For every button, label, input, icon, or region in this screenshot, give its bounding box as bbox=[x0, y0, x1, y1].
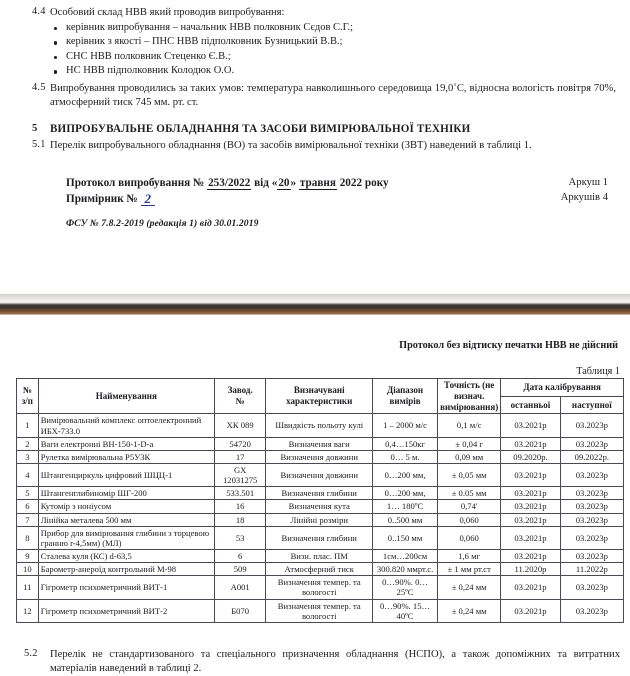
cell-accuracy: 0,09 мм bbox=[438, 450, 501, 463]
cell-calib-last: 03.2021р bbox=[501, 526, 560, 549]
th-char-l1: Визначувані bbox=[293, 385, 345, 396]
stamp-notice: Протокол без відтиску печатки НВВ не дійсний bbox=[399, 340, 618, 351]
cell-characteristic: Атмосферний тиск bbox=[266, 563, 373, 576]
cell-factory: 17 bbox=[214, 450, 266, 463]
fsu-reference: ФСУ № 7.8.2-2019 (редакція 1) від 30.01.2019 bbox=[66, 218, 259, 230]
cell-name: Барометр-анероїд контрольний М-98 bbox=[38, 563, 214, 576]
clause-5-2-text: Перелік не стандартизованого та спеціального призначення обладнання (НСПО), а також допоміжних та витратних матеріалів наведений в таблиці 2. bbox=[50, 649, 620, 674]
table-row bbox=[17, 463, 624, 486]
cell-range: 0,4…150кг bbox=[373, 437, 438, 450]
cell-accuracy: 0,060 bbox=[438, 526, 501, 549]
protocol-quote-close: » bbox=[290, 176, 297, 189]
cell-range: 0… 5 м. bbox=[373, 450, 438, 463]
clause-4-5-number: 4.5 bbox=[32, 81, 46, 93]
cell-accuracy: ± 0,24 мм bbox=[438, 576, 501, 599]
clause-5-2-number: 5.2 bbox=[24, 648, 38, 659]
clause-5-1-number: 5.1 bbox=[32, 138, 46, 150]
upper-text-block bbox=[0, 6, 630, 229]
list-item: керівник випробування – начальник НВВ полковник Сєдов С.Г.; bbox=[50, 21, 616, 35]
th-name: Найменування bbox=[38, 379, 214, 414]
cell-calib-next: 03.2023р bbox=[560, 576, 623, 599]
cell-name: Кутомір з ноніусом bbox=[38, 500, 214, 513]
cell-factory: 533.501 bbox=[214, 487, 266, 500]
th-row-number-l1: № bbox=[22, 385, 32, 396]
cell-calib-next: 03.2023р bbox=[560, 599, 623, 622]
personnel-list bbox=[50, 21, 616, 79]
list-item: СНС НВВ полковник Стеценко Є.В.; bbox=[50, 50, 616, 64]
cell-calib-last: 03.2021р bbox=[501, 414, 560, 437]
cell-calib-last: 03.2021р bbox=[501, 500, 560, 513]
document-page bbox=[0, 6, 630, 676]
table-header-row-1 bbox=[17, 379, 624, 397]
sheet-info bbox=[561, 175, 608, 206]
cell-calib-last: 11.2020р bbox=[501, 563, 560, 576]
cell-num: 7 bbox=[17, 513, 39, 526]
cell-num: 5 bbox=[17, 487, 39, 500]
cell-calib-last: 03.2021р bbox=[501, 437, 560, 450]
cell-factory: 53 bbox=[214, 526, 266, 549]
list-item: керівник з якості – ПНС НВВ підполковник Бузницький В.В.; bbox=[50, 35, 616, 49]
cell-calib-next: 03.2023р bbox=[560, 526, 623, 549]
cell-characteristic: Визначення темпер. та вологості bbox=[266, 599, 373, 622]
cell-accuracy: 0,060 bbox=[438, 513, 501, 526]
cell-num: 4 bbox=[17, 463, 39, 486]
th-calibration-date: Дата калібрування bbox=[501, 379, 624, 397]
table-caption: Таблиця 1 bbox=[576, 366, 620, 377]
protocol-number: 253/2022 bbox=[208, 176, 251, 189]
cell-characteristic: Визначення довжини bbox=[266, 463, 373, 486]
cell-range: 1… 180ºС bbox=[373, 500, 438, 513]
cell-factory: 6 bbox=[214, 549, 266, 562]
table-body bbox=[17, 414, 624, 622]
cell-factory: Б070 bbox=[214, 599, 266, 622]
th-calibration-next: наступної bbox=[560, 396, 623, 414]
cell-name: Вимірювальний комплекс оптоелектронний ИБХ-733.0 bbox=[38, 414, 214, 437]
clause-4-5 bbox=[14, 82, 616, 110]
cell-calib-next: 03.2023р bbox=[560, 513, 623, 526]
cell-range: 0..150 мм bbox=[373, 526, 438, 549]
table-row bbox=[17, 563, 624, 576]
clause-4-4 bbox=[14, 6, 616, 79]
protocol-label: Протокол випробування № bbox=[66, 176, 205, 189]
cell-name: Прибор для вимірювання глибини з торцевою гранню r-4,5мм) (МЛ) bbox=[38, 526, 214, 549]
cell-factory: 18 bbox=[214, 513, 266, 526]
th-acc-l1: Точність (не bbox=[444, 380, 495, 390]
protocol-header bbox=[14, 175, 616, 229]
cell-characteristic: Визначення ваги bbox=[266, 437, 373, 450]
cell-name: Гігрометр психометричний ВИТ-2 bbox=[38, 599, 214, 622]
clause-4-4-text: Особовий склад НВВ який проводив випробування: bbox=[50, 7, 285, 18]
protocol-copy-number: 2 bbox=[141, 192, 156, 206]
cell-name: Лінійка металева 500 мм bbox=[38, 513, 214, 526]
cell-accuracy: ± 0,24 мм bbox=[438, 599, 501, 622]
cell-name: Сталева куля (КС) d-63,5 bbox=[38, 549, 214, 562]
cell-num: 12 bbox=[17, 599, 39, 622]
cell-calib-last: 03.2021р bbox=[501, 549, 560, 562]
cell-num: 3 bbox=[17, 450, 39, 463]
cell-name: Гігрометр психометричний ВИТ-1 bbox=[38, 576, 214, 599]
cell-characteristic: Швидкість польоту кулі bbox=[266, 414, 373, 437]
scan-separator-band bbox=[0, 302, 630, 315]
protocol-copy-line bbox=[66, 191, 616, 207]
protocol-month: травня bbox=[299, 176, 336, 189]
cell-num: 1 bbox=[17, 414, 39, 437]
th-range-l2: вимірів bbox=[389, 396, 421, 407]
th-accuracy bbox=[438, 379, 501, 414]
th-char-l2: характеристики bbox=[286, 396, 353, 407]
cell-accuracy: ± 0,05 мм bbox=[438, 463, 501, 486]
cell-range: 0…90%. 15…40ºС bbox=[373, 599, 438, 622]
equipment-table bbox=[16, 378, 624, 623]
cell-num: 9 bbox=[17, 549, 39, 562]
clause-4-5-text: Випробування проводились за таких умов: температура навколишнього середовища 19,0˚С, відносна вологість повітря 70%, атмосферний тиск 745 мм. рт. ст. bbox=[50, 82, 616, 108]
cell-accuracy: ± 1 мм рт.ст bbox=[438, 563, 501, 576]
th-factory-number bbox=[214, 379, 266, 414]
sheet-number: Аркуш 1 bbox=[568, 176, 608, 188]
th-acc-l3: вимірювання) bbox=[440, 401, 499, 412]
protocol-from-label: від « bbox=[254, 176, 278, 189]
cell-calib-last: 03.2021р bbox=[501, 599, 560, 622]
cell-characteristic: Визначення глибини bbox=[266, 526, 373, 549]
table-row bbox=[17, 414, 624, 437]
table-row bbox=[17, 549, 624, 562]
th-characteristics bbox=[266, 379, 373, 414]
th-range bbox=[373, 379, 438, 414]
cell-calib-next: 03.2023р bbox=[560, 549, 623, 562]
cell-num: 8 bbox=[17, 526, 39, 549]
cell-num: 2 bbox=[17, 437, 39, 450]
cell-characteristic: Визначення кута bbox=[266, 500, 373, 513]
cell-name: Штангенциркуль цифровий ШЦЦ-1 bbox=[38, 463, 214, 486]
sheets-total: Аркушів 4 bbox=[560, 192, 608, 204]
th-factory-l1: Завод. bbox=[227, 385, 253, 396]
cell-range: 300.820 ммрт.с. bbox=[373, 563, 438, 576]
cell-characteristic: Лінійні розміри bbox=[266, 513, 373, 526]
th-row-number-l2: з/п bbox=[21, 396, 33, 407]
cell-characteristic: Визначення глибини bbox=[266, 487, 373, 500]
clause-5-1-text: Перелік випробувального обладнання (ВО) та засобів вимірювальної техніки (ЗВТ) наведений в таблиці 1. bbox=[50, 139, 532, 151]
cell-factory: 16 bbox=[214, 500, 266, 513]
cell-factory: 54720 bbox=[214, 437, 266, 450]
table-row bbox=[17, 500, 624, 513]
protocol-copy-label: Примірник № bbox=[66, 193, 138, 206]
cell-calib-last: 03.2021р bbox=[501, 463, 560, 486]
th-calibration-last: останньої bbox=[501, 396, 560, 414]
table-row bbox=[17, 576, 624, 599]
cell-factory: А001 bbox=[214, 576, 266, 599]
clause-4-4-body bbox=[50, 6, 616, 79]
cell-calib-next: 03.2023р bbox=[560, 414, 623, 437]
cell-name: Штангенглибиномір ШГ-200 bbox=[38, 487, 214, 500]
cell-calib-last: 03.2021р bbox=[501, 487, 560, 500]
cell-calib-next: 11.2022р bbox=[560, 563, 623, 576]
cell-num: 10 bbox=[17, 563, 39, 576]
cell-name: Ваги електронні ВН-150-1-D-а bbox=[38, 437, 214, 450]
cell-calib-last: 09.2020р. bbox=[501, 450, 560, 463]
table-row bbox=[17, 437, 624, 450]
protocol-year: 2022 року bbox=[339, 176, 389, 189]
cell-calib-next: 03.2023р bbox=[560, 463, 623, 486]
cell-accuracy: 0,1 м/с bbox=[438, 414, 501, 437]
cell-calib-next: 03.2023р bbox=[560, 437, 623, 450]
cell-accuracy: 0,74' bbox=[438, 500, 501, 513]
cell-characteristic: Визначення довжини bbox=[266, 450, 373, 463]
table-header bbox=[17, 379, 624, 414]
cell-calib-next: 03.2023р bbox=[560, 500, 623, 513]
th-range-l1: Діапазон bbox=[387, 385, 424, 396]
table-row bbox=[17, 526, 624, 549]
cell-factory: ХК 089 bbox=[214, 414, 266, 437]
cell-range: 0…200 мм, bbox=[373, 487, 438, 500]
cell-accuracy: ± 0,04 г bbox=[438, 437, 501, 450]
cell-characteristic: Визначення темпер. та вологості bbox=[266, 576, 373, 599]
th-factory-l2: № bbox=[235, 396, 245, 407]
cell-calib-last: 03.2021р bbox=[501, 576, 560, 599]
cell-range: 1 – 2000 м/с bbox=[373, 414, 438, 437]
cell-name: Рулетка вимірювальна Р5У3К bbox=[38, 450, 214, 463]
list-item: НС НВВ підполковник Колодюк О.О. bbox=[50, 64, 616, 78]
clause-5-2 bbox=[14, 648, 620, 676]
th-row-number bbox=[17, 379, 39, 414]
cell-range: 0…200 мм, bbox=[373, 463, 438, 486]
cell-accuracy: ± 0.05 мм bbox=[438, 487, 501, 500]
section-5-number: 5 bbox=[32, 122, 38, 134]
cell-factory: 509 bbox=[214, 563, 266, 576]
cell-range: 0…90%. 0…25ºС bbox=[373, 576, 438, 599]
table-row bbox=[17, 599, 624, 622]
protocol-day: 20 bbox=[278, 176, 290, 189]
cell-range: 0..500 мм bbox=[373, 513, 438, 526]
cell-num: 6 bbox=[17, 500, 39, 513]
cell-calib-next: 09.2022р. bbox=[560, 450, 623, 463]
cell-calib-next: 03.2023р bbox=[560, 487, 623, 500]
cell-factory: GX 12031275 bbox=[214, 463, 266, 486]
clause-4-4-number: 4.4 bbox=[32, 6, 46, 17]
cell-calib-last: 03.2021р bbox=[501, 513, 560, 526]
cell-characteristic: Визн. плас. ПМ bbox=[266, 549, 373, 562]
table-row bbox=[17, 450, 624, 463]
cell-range: 1см…200см bbox=[373, 549, 438, 562]
protocol-number-line bbox=[66, 175, 616, 191]
section-5-title: ВИПРОБУВАЛЬНЕ ОБЛАДНАННЯ ТА ЗАСОБИ ВИМІРЮВАЛЬНОЇ ТЕХНІКИ bbox=[50, 122, 471, 135]
th-acc-l2: визнач. bbox=[454, 390, 485, 401]
cell-accuracy: 1,6 мг bbox=[438, 549, 501, 562]
table-row bbox=[17, 487, 624, 500]
table-row bbox=[17, 513, 624, 526]
clause-5-1 bbox=[14, 139, 616, 153]
section-5-heading bbox=[14, 123, 616, 135]
cell-num: 11 bbox=[17, 576, 39, 599]
